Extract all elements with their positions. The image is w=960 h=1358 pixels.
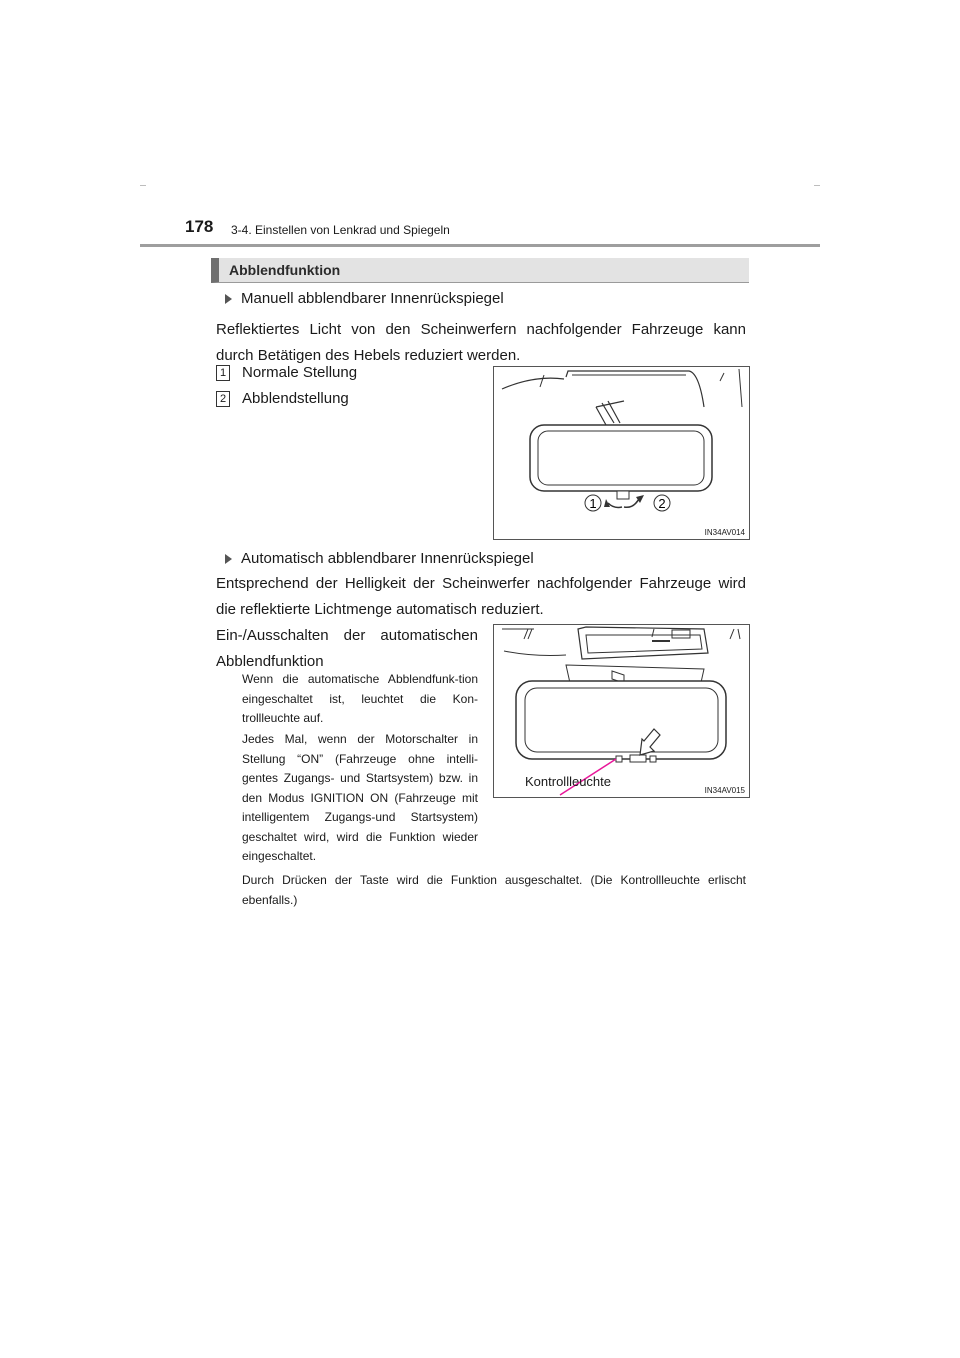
note-switch-off: Durch Drücken der Taste wird die Funktion ausgeschaltet. (Die Kontrollleuchte erlischt ebenfalls.)	[242, 873, 746, 907]
bullet-label: Automatisch abblendbarer Innenrückspiegel	[241, 550, 534, 567]
bullet-automatic-mirror	[225, 550, 534, 567]
automatic-mirror-illustration	[494, 625, 749, 797]
bullet-label: Manuell abblendbarer Innenrückspiegel	[241, 290, 504, 307]
item-label: Abblendstellung	[242, 390, 349, 407]
automatic-description: Entsprechend der Helligkeit der Scheinwerfer nachfolgender Fahrzeuge wird die reflektierte Lichtmenge automatisch reduziert.	[216, 575, 746, 618]
note-reactivation: Jedes Mal, wenn der Motorschalter in Stellung “ON” (Fahrzeuge ohne intelli-gentes Zugangs- und Startsystem) bzw. in den Modus IGNITION ON (Fahrzeuge mit intelligentem Zugangs-und Startsystem) geschaltet wird, wird die Funktion wieder eingeschaltet.	[242, 732, 478, 863]
indicator-label: Kontrollleuchte	[525, 774, 611, 789]
number-badge: 2	[216, 391, 230, 407]
list-item-normal	[216, 364, 357, 381]
breadcrumb: 3-4. Einstellen von Lenkrad und Spiegeln	[231, 223, 450, 237]
header-rule	[140, 244, 820, 247]
section-title: Abblendfunktion	[229, 262, 341, 278]
note-indicator: Wenn die automatische Abblendfunk-tion eingeschaltet ist, leuchtet die Kon-trollleuchte auf.	[242, 672, 478, 725]
bullet-manual-mirror	[225, 290, 504, 307]
bullet-triangle-icon	[225, 294, 232, 304]
list-item-dimming	[216, 390, 349, 407]
callout-2: 2	[658, 496, 666, 511]
manual-mirror-illustration	[494, 367, 749, 539]
callout-1: 1	[589, 496, 597, 511]
number-badge: 1	[216, 365, 230, 381]
section-heading	[211, 258, 749, 283]
page-number: 178	[185, 217, 214, 236]
bullet-triangle-icon	[225, 554, 232, 564]
figure-code: IN34AV015	[704, 786, 745, 795]
figure-manual-mirror	[493, 366, 750, 540]
figure-code: IN34AV014	[704, 528, 745, 537]
manual-description: Reflektiertes Licht von den Scheinwerfern nachfolgender Fahrzeuge kann durch Betätigen des Hebels reduziert werden.	[216, 321, 746, 364]
item-label: Normale Stellung	[242, 364, 358, 381]
crop-mark-left	[140, 185, 146, 186]
crop-mark-right	[814, 185, 820, 186]
switch-heading: Ein-/Ausschalten der automatischen Abblendfunktion	[216, 627, 478, 670]
figure-automatic-mirror	[493, 624, 750, 798]
